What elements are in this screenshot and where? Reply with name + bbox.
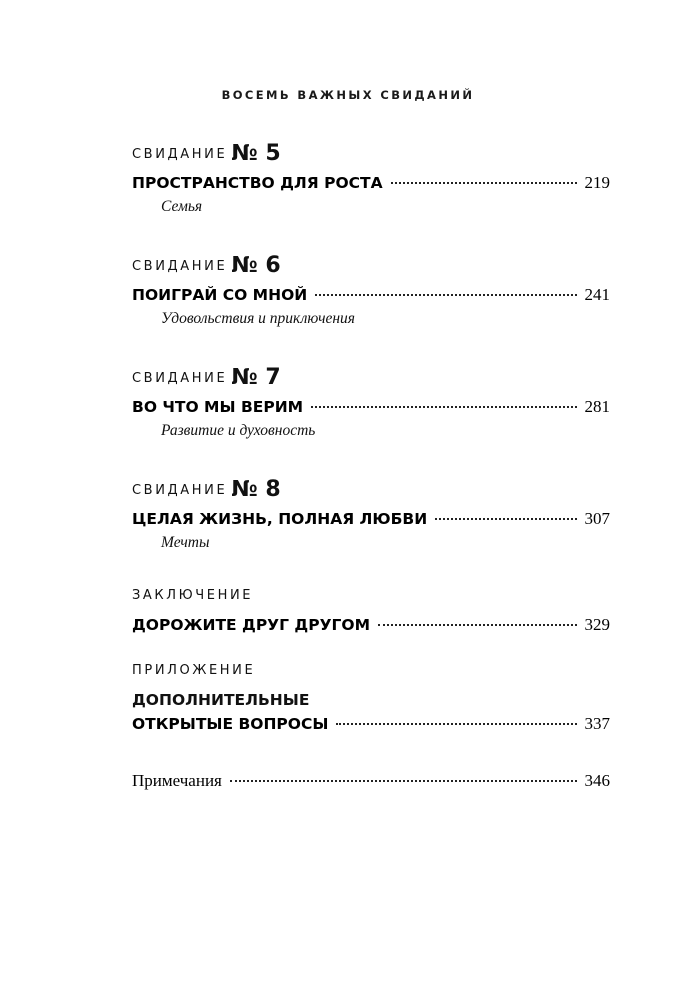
section-label <box>132 142 610 166</box>
entry-subtitle: Семья <box>161 198 203 215</box>
entry-subtitle: Развитие и духовность <box>161 422 316 439</box>
page-number: 329 <box>584 615 610 634</box>
page-number: 337 <box>584 714 610 733</box>
dot-leader <box>311 406 576 408</box>
entry-subtitle: Удовольствия и приключения <box>161 310 355 327</box>
section-label <box>132 478 610 502</box>
section-label <box>132 366 610 390</box>
toc-entry[interactable] <box>132 508 610 530</box>
toc-conclusion <box>132 584 610 636</box>
entry-title: ЦЕЛАЯ ЖИЗНЬ, ПОЛНАЯ ЛЮБВИ <box>132 510 428 528</box>
section-label: ПРИЛОЖЕНИЕ <box>132 663 256 678</box>
entry-title-line2: ОТКРЫТЫЕ ВОПРОСЫ <box>132 715 329 733</box>
entry-title-line1: ДОПОЛНИТЕЛЬНЫЕ <box>132 691 310 709</box>
toc-notes <box>132 764 610 792</box>
page-number: 346 <box>584 771 610 790</box>
toc-entry[interactable] <box>132 396 610 418</box>
section-number: № 6 <box>231 253 281 278</box>
toc-appendix <box>132 659 610 735</box>
entry-subtitle: Мечты <box>161 534 210 551</box>
dot-leader <box>315 294 576 296</box>
dot-leader <box>378 624 576 626</box>
toc-section-5 <box>132 142 610 216</box>
section-number: № 7 <box>231 365 281 390</box>
section-label <box>132 254 610 278</box>
page-number: 281 <box>584 397 610 416</box>
entry-title: Примечания <box>132 771 222 790</box>
toc-entry[interactable] <box>132 172 610 194</box>
page-number: 219 <box>584 173 610 192</box>
section-number: № 5 <box>231 141 281 166</box>
section-label-text: СВИДАНИЕ <box>132 147 228 162</box>
entry-title: ПРОСТРАНСТВО ДЛЯ РОСТА <box>132 174 383 192</box>
section-label-text: СВИДАНИЕ <box>132 259 228 274</box>
toc-entry[interactable] <box>132 614 610 636</box>
page-number: 241 <box>584 285 610 304</box>
toc-entry[interactable] <box>132 713 610 735</box>
running-head: ВОСЕМЬ ВАЖНЫХ СВИДАНИЙ <box>221 88 475 102</box>
dot-leader <box>336 723 576 725</box>
entry-title: ДОРОЖИТЕ ДРУГ ДРУГОМ <box>132 616 371 634</box>
section-label: ЗАКЛЮЧЕНИЕ <box>132 588 254 603</box>
toc-entry[interactable] <box>132 284 610 306</box>
entry-title: ПОИГРАЙ СО МНОЙ <box>132 286 308 304</box>
toc-entry[interactable] <box>132 770 610 792</box>
toc-section-6 <box>132 254 610 328</box>
page-number: 307 <box>584 509 610 528</box>
entry-title: ВО ЧТО МЫ ВЕРИМ <box>132 398 304 416</box>
section-label-text: СВИДАНИЕ <box>132 371 228 386</box>
dot-leader <box>230 780 577 782</box>
section-label-text: СВИДАНИЕ <box>132 483 228 498</box>
toc-section-8 <box>132 478 610 552</box>
section-number: № 8 <box>231 477 281 502</box>
dot-leader <box>435 518 576 520</box>
toc-section-7 <box>132 366 610 440</box>
dot-leader <box>391 182 577 184</box>
